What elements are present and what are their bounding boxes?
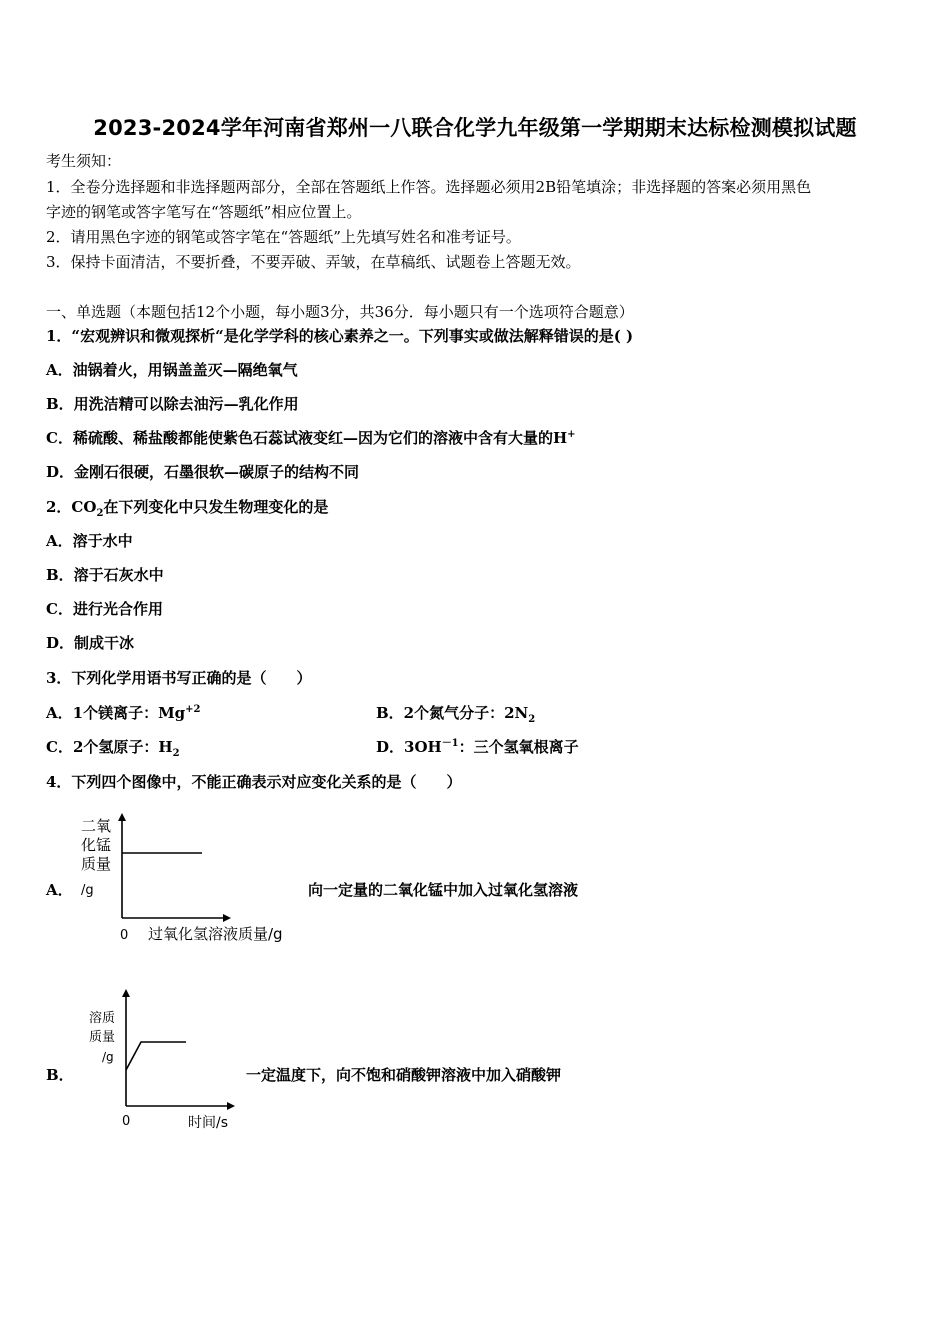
chart-b-ylabel-line-3: /g xyxy=(102,1050,114,1064)
q1-option-c-text: C．稀硫酸、稀盐酸都能使紫色石蕊试液变红—因为它们的溶液中含有大量的H xyxy=(46,429,568,447)
q3-option-d-sup: －1 xyxy=(441,738,459,749)
chart-b-x-arrow xyxy=(227,1102,235,1110)
chart-b-series-line xyxy=(126,1042,186,1070)
section-heading: 一、单选题（本题包括12个小题，每小题3分，共36分．每小题只有一个选项符合题意） xyxy=(46,303,634,321)
q3-option-a-sup: +2 xyxy=(185,704,201,715)
q1-option-a: A．油锅着火，用锅盖盖灭—隔绝氧气 xyxy=(46,361,298,379)
q3-option-c-sub: 2 xyxy=(172,748,180,759)
q3-option-d-pre: D．3OH xyxy=(376,738,442,756)
q4-stem: 4．下列四个图像中，不能正确表示对应变化关系的是（ ） xyxy=(46,773,462,791)
q3-option-c-text: C．2个氢原子：H xyxy=(46,738,173,756)
chart-a-ylabel-line-3: 质量 xyxy=(81,855,112,873)
notice-item-3: 3．保持卡面清洁，不要折叠，不要弄破、弄皱，在草稿纸、试题卷上答题无效。 xyxy=(46,253,581,271)
chart-a-x-arrow xyxy=(223,914,231,922)
q3-option-b xyxy=(376,703,535,723)
chart-a-ylabel-line-2: 化锰 xyxy=(81,836,112,854)
q1-option-d: D．金刚石很硬，石墨很软—碳原子的结构不同 xyxy=(46,463,360,481)
notice-item-1: 1．全卷分选择题和非选择题两部分，全部在答题纸上作答。选择题必须用2B铅笔填涂；非选择题的答案必须用黑色 xyxy=(46,178,812,196)
chart-b-y-arrow xyxy=(122,989,130,997)
q3-option-d xyxy=(376,737,579,757)
chart-a-y-arrow xyxy=(118,813,126,821)
q3-option-b-text: B．2个氮气分子：2N xyxy=(376,704,529,722)
chart-a-ylabel-line-1: 二氧 xyxy=(81,817,112,835)
q2-option-d: D．制成干冰 xyxy=(46,634,135,652)
q3-option-a xyxy=(46,703,201,723)
q4-option-a-desc: 向一定量的二氧化锰中加入过氧化氢溶液 xyxy=(308,881,579,899)
q2-stem-post: 在下列变化中只发生物理变化的是 xyxy=(103,498,329,516)
q2-stem-pre: 2．CO xyxy=(46,498,97,516)
chart-a-origin: 0 xyxy=(120,928,129,943)
q4-chart-b xyxy=(80,986,240,1134)
chart-b-xlabel: 时间/s xyxy=(188,1115,229,1131)
q4-option-b-label: B． xyxy=(46,1066,74,1084)
q3-option-c xyxy=(46,737,180,757)
chart-a-xlabel: 过氧化氢溶液质量/g xyxy=(148,925,283,943)
chart-b-origin: 0 xyxy=(122,1114,131,1129)
q4-option-a-label: A． xyxy=(46,881,73,899)
q1-option-b: B．用洗洁精可以除去油污—乳化作用 xyxy=(46,395,299,413)
q4-option-b-desc: 一定温度下，向不饱和硝酸钾溶液中加入硝酸钾 xyxy=(246,1066,562,1084)
q1-option-c-sup: + xyxy=(567,429,576,440)
q2-option-c: C．进行光合作用 xyxy=(46,600,163,618)
q2-option-a: A．溶于水中 xyxy=(46,532,133,550)
notice-item-1-cont: 字迹的钢笔或答字笔写在“答题纸”相应位置上。 xyxy=(46,203,362,221)
q1-option-c xyxy=(46,428,576,448)
q3-option-a-text: A．1个镁离子：Mg xyxy=(46,704,186,722)
q3-option-b-sub: 2 xyxy=(528,714,536,725)
chart-b-ylabel-line-1: 溶质 xyxy=(89,1011,116,1026)
q2-stem-sub: 2 xyxy=(96,508,104,519)
chart-b-ylabel-line-2: 质量 xyxy=(89,1030,116,1045)
q2-option-b: B．溶于石灰水中 xyxy=(46,566,164,584)
chart-a-ylabel-line-4: /g xyxy=(81,883,94,898)
q3-option-d-post: ：三个氢氧根离子 xyxy=(458,738,579,756)
notice-item-2: 2．请用黑色字迹的钢笔或答字笔在“答题纸”上先填写姓名和准考证号。 xyxy=(46,228,521,246)
q4-chart-a xyxy=(76,812,308,952)
q3-stem: 3．下列化学用语书写正确的是（ ） xyxy=(46,669,312,687)
page-title: 2023-2024学年河南省郑州一八联合化学九年级第一学期期末达标检测模拟试题 xyxy=(93,116,857,140)
q1-stem: 1．“宏观辨识和微观探析“是化学学科的核心素养之一。下列事实或做法解释错误的是( ) xyxy=(46,327,634,345)
q2-stem xyxy=(46,497,328,517)
notice-heading: 考生须知： xyxy=(46,152,122,170)
